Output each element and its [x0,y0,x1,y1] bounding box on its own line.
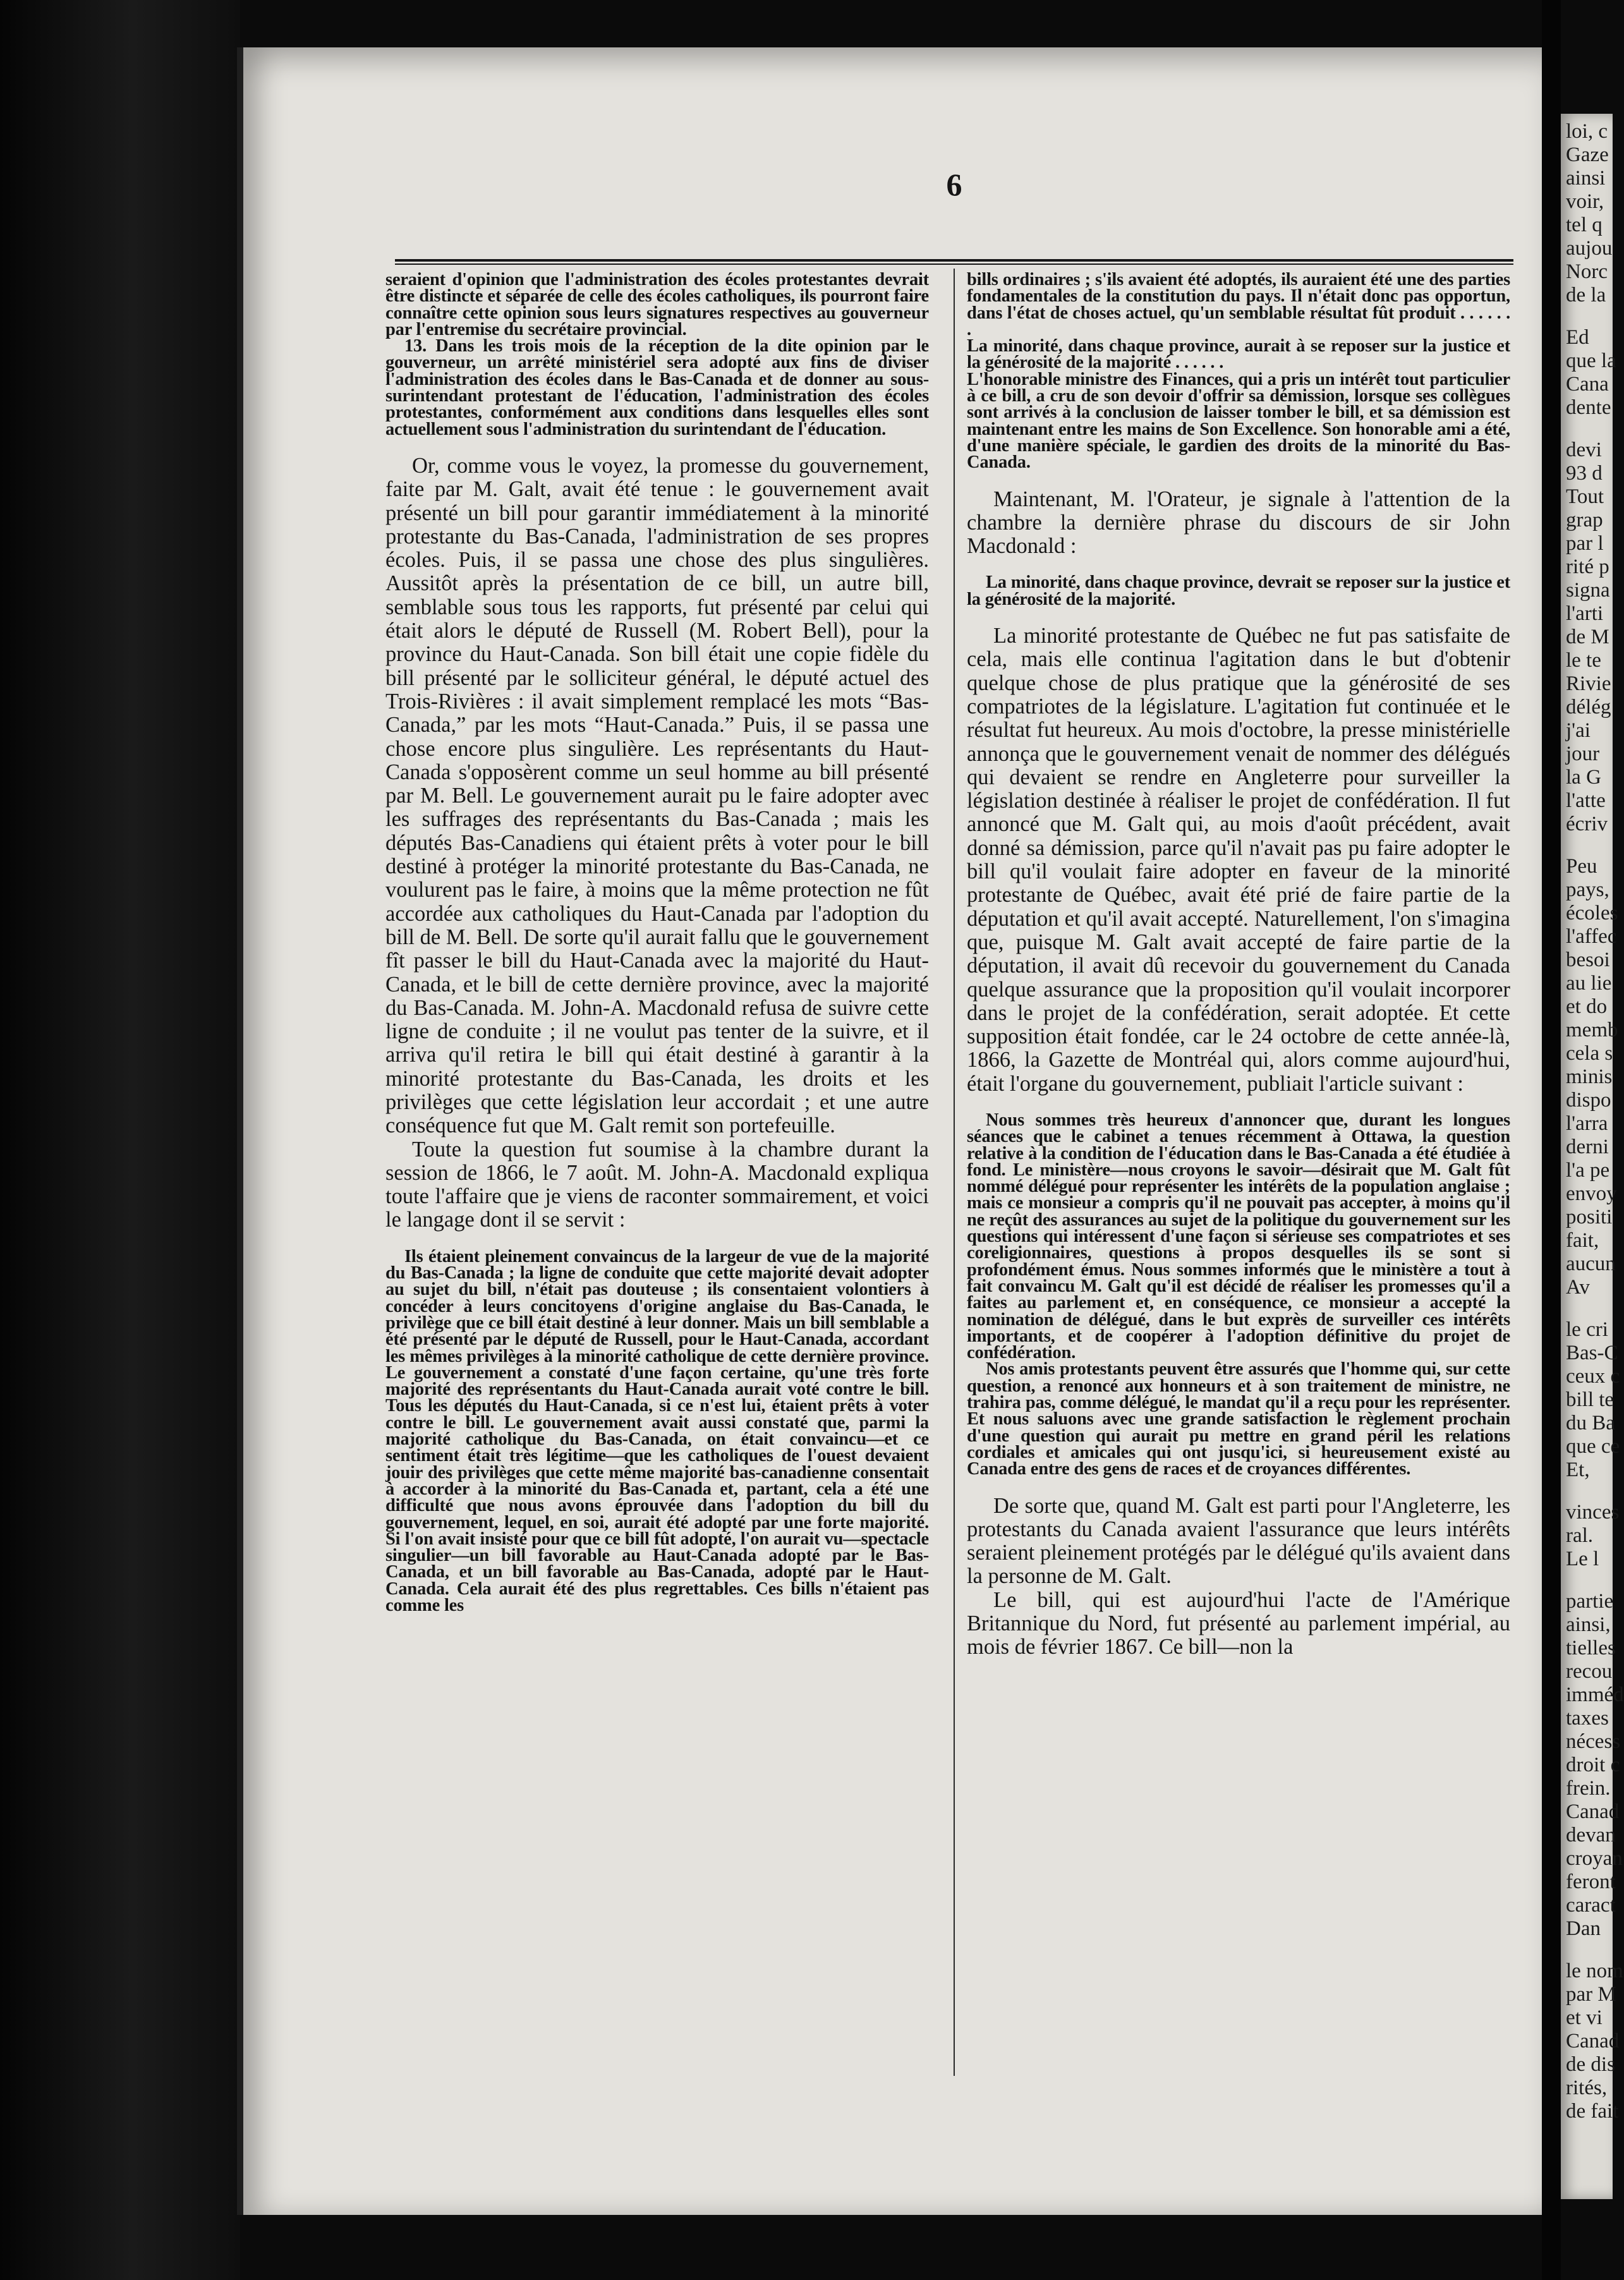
body-paragraph: Or, comme vous le voyez, la promesse du gouvernement, faite par M. Galt, avait été tenue : le gouvernement avait présenté un bill pour garantir immédiatement à la minorité protestante du Bas-Canada, l'administration de ses propres écoles. Puis, il se passa une chose des plus singulières. Aussitôt après la présentation de ce bill, un autre bill, semblable sous tous les rapports, fut présenté par celui qui était alors le député de Russell (M. Robert Bell), pour la province du Haut-Canada. Son bill était une copie fidèle du bill présenté par le solliciteur général, le député actuel des Trois-Rivières : il avait simplement remplacé les mots “Bas-Canada,” par les mots “Haut-Canada.” Puis, il se passa une chose encore plus singulière. Les représentants du Haut-Canada s'opposèrent comme un seul homme au bill présenté par M. Bell. Le gouvernement aurait pu le faire adopter avec les suffrages des représentants du Bas-Canada ; mais les députés Bas-Canadiens qui étaient prêts à voter pour le bill destiné à protéger la minorité protestante du Bas-Canada, ne voulurent pas le faire, à moins que la même protection ne fût accordée aux catholiques du Haut-Canada par l'adoption du bill de M. Bell. De sorte qu'il aurait fallu que le gouvernement fît passer le bill du Haut-Canada avec la majorité du Haut-Canada, et le bill de cette dernière province, avec la majorité du Bas-Canada. M. John-A. Macdonald refusa de suivre cette ligne de conduite ; il ne voulut pas tenter de la suivre, et il arriva qu'il retira le bill qui était destiné à garantir à la minorité protestante du Bas-Canada, les droits et les privilèges que cette législation leur accordait ; et une autre conséquence fut que M. Galt remit son portefeuille. [385,453,929,1138]
adjacent-page-fragment: 93 d [1566,462,1603,485]
adjacent-page-fragment: cela s [1566,1042,1613,1065]
adjacent-page-fragment: l'atte [1566,789,1606,812]
quoted-passage: La minorité, dans chaque province, aurait à se reposer sur la justice et la générosité de la majorité . . . . . . [967,336,1510,373]
adjacent-page-fragment: écoles [1566,902,1618,925]
body-paragraph: La minorité protestante de Québec ne fut pas satisfaite de cela, mais elle continua l'agitation dans le but d'obtenir quelque chose de plus pratique que la générosité de ses compatriotes de la législature. L'agitation fut continuée et le résultat fut heureux. Au mois d'octobre, la presse ministérielle annonça que le gouvernement venait de nommer des délégués qui devaient se rendre en Angleterre pour surveiller la législation destinée à réaliser le projet de confédération. Il fut annoncé que M. Galt qui, au mois d'août précédent, avait donné sa démission, parce qu'il n'avait pas pu faire adopter le bill qu'il voulait faire adopter en faveur de la minorité protestante de Québec, avait été prié de faire partie de la députation et qu'il avait accepté. Naturellement, l'on s'imagina que, puisque M. Galt avait accepté de faire partie de la députation, il avait dû recevoir du gouvernement du Canada quelque assurance que la proposition qu'il voulait incorporer dans le projet de la confédération, serait adoptée. Et cette supposition était fondée, car le 24 octobre de cette année-là, 1866, la Gazette de Montréal qui, alors comme aujourd'hui, était l'organe du gouvernement, publiait l'article suivant : [967,624,1510,1096]
adjacent-page-fragment: Norc [1566,260,1608,283]
microfilm-border-left [0,0,240,2280]
block-spacer [385,1232,929,1249]
adjacent-page-fragment: ainsi, [1566,1613,1611,1636]
adjacent-page-fragment: ral. [1566,1524,1594,1547]
adjacent-page-fragment: Bas-C [1566,1342,1618,1364]
adjacent-page-fragment: l'arti [1566,602,1604,625]
adjacent-page-fragment: de la [1566,284,1606,306]
adjacent-page-fragment: que ce [1566,1435,1620,1458]
adjacent-page-fragment: dispo [1566,1089,1611,1112]
adjacent-page-fragment: l'arra [1566,1112,1608,1135]
adjacent-page-fragment: besoi [1566,949,1610,971]
adjacent-page-fragment: taxes [1566,1707,1609,1730]
adjacent-page-fragment: devan [1566,1824,1616,1846]
adjacent-page-fragment: Tout [1566,485,1604,508]
adjacent-page-fragment: recou [1566,1660,1613,1683]
adjacent-page-fragment: ceux c [1566,1365,1620,1388]
adjacent-page-fragment: Et, [1566,1458,1590,1481]
quoted-passage: 13. Dans les trois mois de la réception de la dite opinion par le gouverneur, un arrêté ministériel sera adopté aux fins de diviser l'administration des écoles dans le Bas-Canada et de donner au sous-surintendant protestant de l'éducation, l'administration des écoles protestantes, conformément aux conditions dans lesquelles elles sont actuellement sous l'administration du surintendant de l'éducation. [385,336,929,439]
adjacent-page-fragment: ainsi [1566,167,1606,190]
adjacent-page-fragment: croyan [1566,1847,1623,1870]
quoted-passage: Nos amis protestants peuvent être assurés que l'homme qui, sur cette question, a renoncé aux honneurs et à son traitement de ministre, ne trahira pas, comme délégué, le mandat qu'il a reçu pour les représenter. Et nous saluons avec une grande satisfaction le règlement prochain d'une question qui aurait pu mettre en grand péril les relations cordiales et amicales qui ont jusqu'ici, si heureusement existé au Canada entre des gens de races et de croyances différentes. [967,1359,1510,1479]
block-spacer [385,438,929,454]
right-column [967,272,1510,1659]
adjacent-page-fragment: memb [1566,1019,1618,1041]
quoted-passage: seraient d'opinion que l'administration des écoles protestantes devrait être distincte et séparée de celle des écoles catholiques, ils pourront faire connaître cette opinion sous leurs signatures respectives au gouverneur par l'entremise du secrétaire provincial. [385,270,929,339]
adjacent-page-fragment: Ed [1566,326,1589,349]
adjacent-page-fragment: aujou [1566,237,1613,260]
adjacent-page-fragment: du Ba [1566,1412,1615,1434]
body-paragraph: De sorte que, quand M. Galt est parti pour l'Angleterre, les protestants du Canada avaient l'assurance que leurs intérêts seraient pleinement protégés par le délégué qu'ils avaient dans la personne de M. Galt. [967,1493,1510,1589]
body-paragraph: Maintenant, M. l'Orateur, je signale à l'attention de la chambre la dernière phrase du discours de sir John Macdonald : [967,487,1510,559]
adjacent-page-fragment: envoy [1566,1182,1617,1205]
adjacent-page-fragment: le te [1566,649,1601,672]
body-paragraph: Le bill, qui est aujourd'hui l'acte de l'Amérique Britannique du Nord, fut présenté au parlement impérial, au mois de février 1867. Ce bill—non la [967,1587,1510,1659]
adjacent-page-fragment: par M [1566,1983,1616,2006]
adjacent-page-fragment: de dis [1566,2053,1615,2076]
adjacent-page-fragment: rités, [1566,2077,1608,2099]
left-column [385,272,929,1614]
adjacent-page-fragment: Dan [1566,1917,1601,1940]
adjacent-page-fragment: le nom [1566,1960,1623,1982]
adjacent-page-fragment: nécess [1566,1730,1621,1753]
adjacent-page-fragment: bill te [1566,1388,1615,1411]
adjacent-page-fragment: signa [1566,579,1610,602]
adjacent-page-fragment: loi, c [1566,120,1608,143]
adjacent-page-fragment: de fait [1566,2100,1619,2123]
adjacent-page-fragment: grap [1566,509,1603,531]
adjacent-page-fragment: que la [1566,349,1616,372]
quoted-passage: Ils étaient pleinement convaincus de la largeur de vue de la majorité du Bas-Canada ; la ligne de conduite que cette majorité devait adopter au sujet du bill, n'était pas douteuse ; ils consentaient volontiers à concéder à leurs concitoyens d'origine anglaise du Bas-Canada, le privilège que ce bill était destiné à leur donner. Mais un bill semblable a été présenté par le député de Russell, pour le Haut-Canada, accordant les mêmes privilèges à la minorité catholique de cette dernière province. Le gouvernement a constaté d'une façon certaine, qu'une très forte majorité des représentants du Haut-Canada aurait voté contre le bill. Tous les députés du Haut-Canada, si ce n'est lui, étaient prêts à voter contre le bill. Le gouvernement avait aussi constaté que, parmi la majorité catholique du Bas-Canada, on était convaincu—et ce sentiment était très légitime—que les catholiques de l'ouest devaient jouir des privilèges que cette même majorité bas-canadienne consentait à accorder à la minorité du Bas-Canada et, partant, cela a été une difficulté que nous avons éprouvée dans l'adoption du bill du gouvernement, lequel, en soi, aurait été adopté par une forte majorité. Si l'on avait insisté pour que ce bill fût adopté, l'on aurait vu—spectacle singulier—un bill favorable au Haut-Canada adopté par le Bas-Canada, et un bill favorable au Bas-Canada, adopté par le Haut-Canada. Cela aurait été des plus regrettables. Ces bills n'étaient pas comme les [385,1246,929,1615]
adjacent-page-fragment: fait, [1566,1229,1599,1252]
adjacent-page-fragment: de M [1566,626,1609,648]
adjacent-page-fragment: partie [1566,1590,1614,1613]
adjacent-page-fragment: tel q [1566,214,1603,236]
quoted-passage: L'honorable ministre des Finances, qui a pris un intérêt tout particulier à ce bill, a cru de son devoir d'offrir sa démission, lorsque ses collègues sont arrivés à la conclusion de laisser tomber le bill, et sa démission est maintenant entre les mains de Son Excellence. Son honorable ami a été, d'une manière spéciale, le gardien des droits de la minorité du Bas-Canada. [967,369,1510,473]
adjacent-page-fragment: rité p [1566,555,1609,578]
adjacent-page-fragment: jour [1566,743,1600,765]
adjacent-page-fragment: imméd [1566,1683,1624,1706]
page-number: 6 [946,167,962,202]
adjacent-page-fragment: Gaze [1566,143,1609,166]
adjacent-page-fragment: Rivie [1566,672,1611,695]
quoted-passage: bills ordinaires ; s'ils avaient été adoptés, ils auraient été une des parties fondamentales de la constitution du pays. Il n'était donc pas opportun, dans l'état de choses actuel, qu'un semblable résultat fût produit . . . . . . . [967,270,1510,339]
adjacent-page-fragment: pays, [1566,878,1609,901]
quoted-passage: Nous sommes très heureux d'annoncer que, durant les longues séances que le cabinet a tenues récemment à Ottawa, la question relative à la condition de l'éducation dans le Bas-Canada a été étudiée à fond. Le ministère—nous croyons le savoir—désirait que M. Galt fût nommé délégué pour représenter les intérêts de la population anglaise ; mais ce monsieur a compris qu'il ne pouvait pas accepter, à moins qu'il ne reçût des assurances au sujet de la politique du gouvernement sur les questions qui intéressent d'une façon si sérieuse ses compatriotes et ses coreligionnaires, questions à propos desquelles ils se sont si profondément émus. Nous sommes informés que le ministère a tout à fait convaincu M. Galt qu'il est décidé de réaliser les promesses qu'il a faites au parlement et, en conséquence, ce monsieur a accepté la nomination de délégué, dans le but exprès de surveiller ces intérêts importants, et de coopérer à l'adoption définitive du projet de confédération. [967,1110,1510,1363]
adjacent-page-fragment: écriv [1566,813,1608,835]
adjacent-page-fragment: positi [1566,1206,1613,1228]
adjacent-page-fragment: Peu [1566,855,1597,878]
adjacent-page-fragment: feront [1566,1871,1616,1893]
adjacent-page-fragment: frein. [1566,1777,1611,1800]
adjacent-page-fragment: Le l [1566,1548,1599,1570]
adjacent-page-fragment: Cana [1566,373,1609,396]
adjacent-page-fragment: tielles [1566,1637,1616,1659]
body-paragraph: Toute la question fut soumise à la chambre durant la session de 1866, le 7 août. M. John-A. Macdonald expliqua toute l'affaire que je viens de raconter sommairement, et voici le langage dont il se servit : [385,1137,929,1232]
adjacent-page-fragment: et do [1566,995,1608,1018]
adjacent-page-fragment: minis [1566,1065,1613,1088]
adjacent-page-fragment: l'affec [1566,925,1617,948]
adjacent-page-fragment: Canad [1566,2030,1620,2053]
adjacent-page-edge [1561,114,1624,2199]
block-spacer [967,608,1510,624]
adjacent-page-fragment: devi [1566,439,1602,461]
adjacent-page-fragment: aucun [1566,1252,1616,1275]
quoted-passage: La minorité, dans chaque province, devrait se reposer sur la justice et la générosité de la majorité. [967,573,1510,609]
microfilm-gap [1542,0,1561,2280]
document-page [237,47,1548,2215]
block-spacer [967,1478,1510,1495]
adjacent-page-fragment: vinces [1566,1501,1620,1524]
adjacent-page-fragment: caract [1566,1894,1616,1917]
adjacent-page-fragment: Canad [1566,1800,1620,1823]
adjacent-page-fragment: le cri [1566,1318,1608,1341]
column-divider [954,269,955,2076]
adjacent-page-fragment: droit c [1566,1754,1620,1776]
adjacent-page-fragment: la G [1566,766,1601,789]
block-spacer [967,471,1510,488]
adjacent-page-fragment: par l [1566,532,1604,555]
adjacent-page-fragment: Av [1566,1276,1590,1299]
adjacent-page-fragment: délég [1566,696,1611,719]
adjacent-page-fragment: derni [1566,1136,1609,1158]
header-rule [395,259,1513,265]
adjacent-page-fragment: dente [1566,396,1611,419]
adjacent-page-fragment: et vi [1566,2006,1603,2029]
adjacent-page-fragment: au lie [1566,972,1612,995]
adjacent-page-fragment: j'ai [1566,719,1591,742]
adjacent-page-fragment: l'a pe [1566,1159,1610,1182]
adjacent-page-fragment: voir, [1566,190,1604,213]
